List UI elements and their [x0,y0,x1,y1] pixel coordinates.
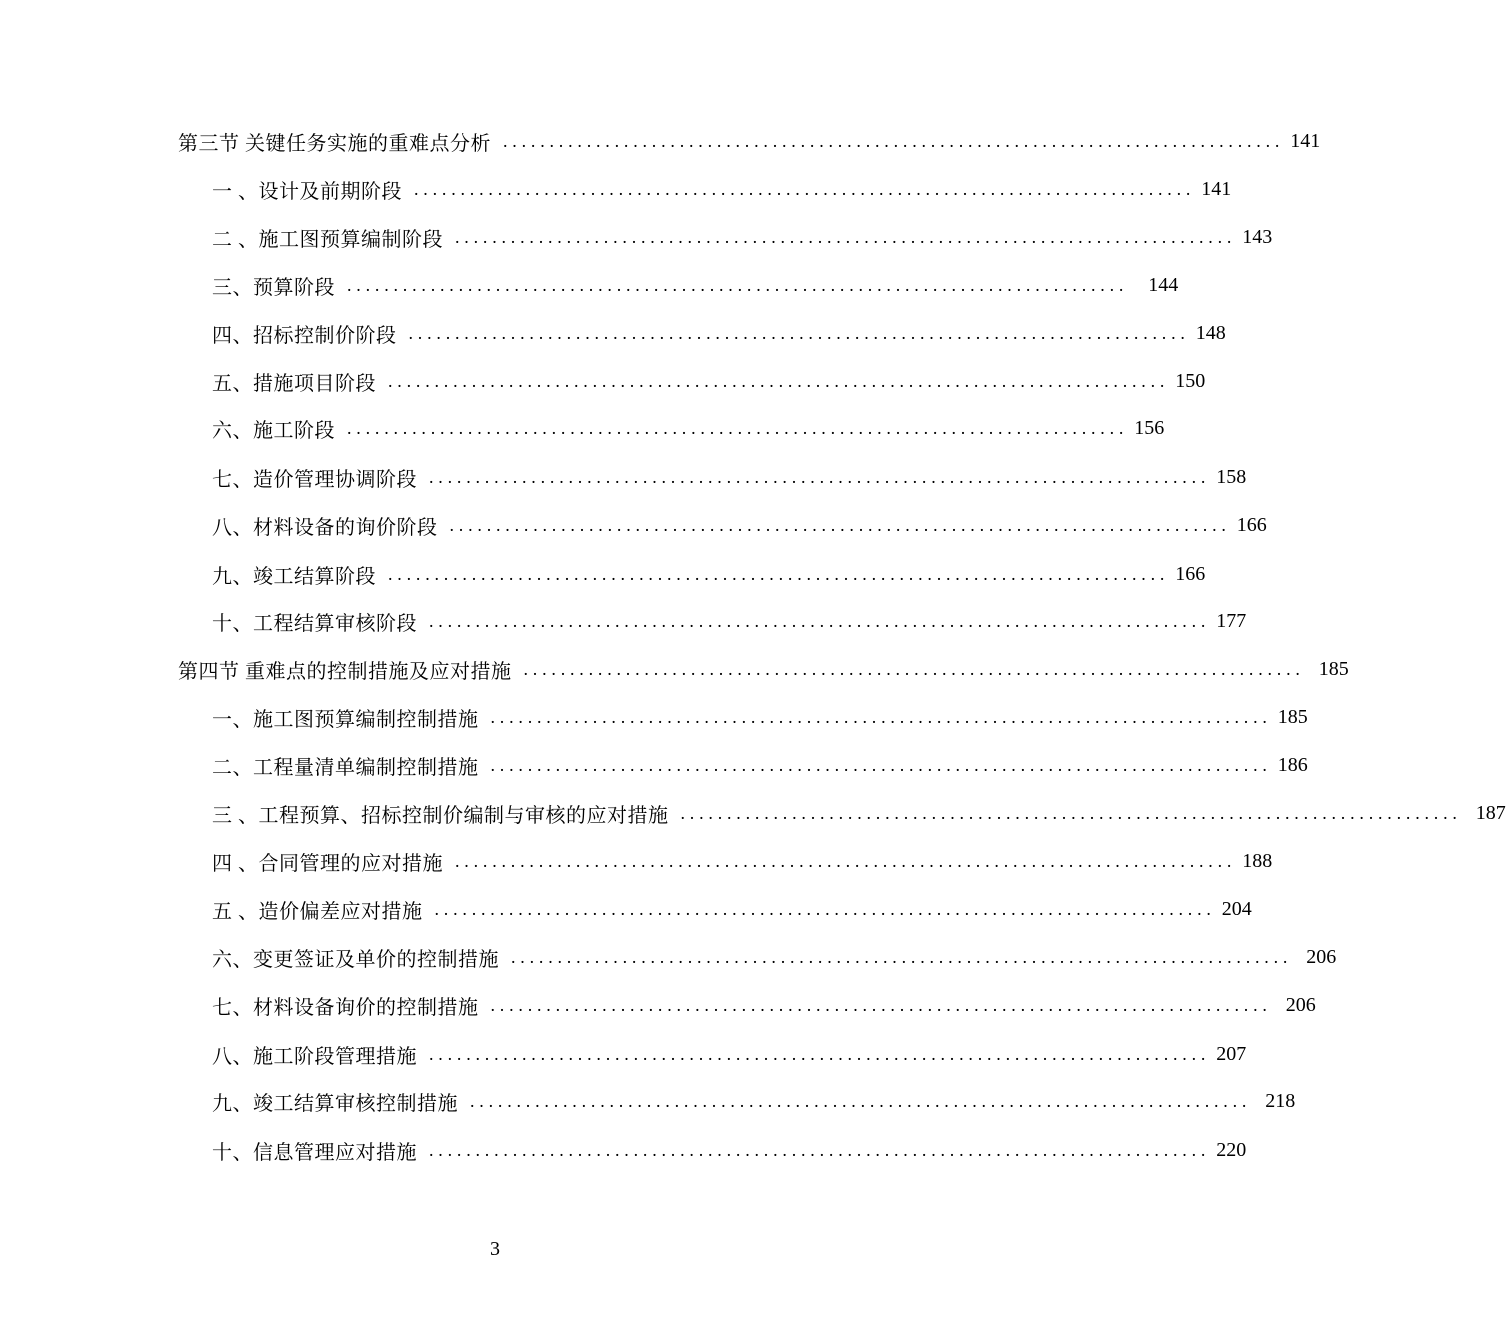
toc-entry-title: 六、变更签证及单价的控制措施 [212,948,499,971]
toc-leader-dots: .................................................................................... [347,418,1129,438]
toc-entry[interactable] [0,606,1247,636]
toc-leader-dots: .................................................................................... [388,564,1170,584]
toc-entry-page: 143 [1242,225,1273,248]
toc-entry-page: 141 [1290,129,1321,152]
toc-entry[interactable] [0,318,1226,348]
toc-entry-title: 二 、施工图预算编制阶段 [212,228,443,251]
toc-entry-title: 三、预算阶段 [212,276,335,299]
toc-entry[interactable] [0,894,1252,924]
toc-leader-dots: .................................................................................... [490,755,1272,775]
toc-entry-page: 141 [1201,177,1232,200]
toc-entry-title: 第四节 重难点的控制措施及应对措施 [178,660,512,683]
toc-leader-dots: .................................................................................... [523,659,1305,679]
toc-entry-title: 六、施工阶段 [212,419,335,442]
toc-leader-dots: .................................................................................... [455,227,1237,247]
toc-entry[interactable] [0,798,1506,828]
toc-entry[interactable] [0,366,1206,396]
toc-leader-dots: .................................................................................... [470,1091,1252,1111]
toc-entry[interactable] [0,1135,1247,1165]
toc-entry-page: 148 [1195,321,1226,344]
toc-entry-page: 177 [1216,609,1247,632]
toc-leader-dots: .................................................................................... [429,467,1211,487]
toc-entry-page: 166 [1175,562,1206,585]
toc-leader-dots: .................................................................................... [490,707,1272,727]
toc-entry-title: 九、竣工结算阶段 [212,565,376,588]
toc-entry[interactable] [0,222,1273,252]
toc-entry[interactable] [0,942,1337,972]
toc-entry-title: 八、施工阶段管理措施 [212,1045,417,1068]
toc-entry[interactable] [0,1086,1296,1116]
toc-leader-dots: .................................................................................... [388,371,1170,391]
toc-entry-page: 188 [1242,849,1273,872]
toc-leader-dots: .................................................................................... [347,275,1129,295]
toc-entry-title: 四 、合同管理的应对措施 [212,852,443,875]
toc-entry-page: 187 [1475,801,1506,824]
toc-entry-title: 五、措施项目阶段 [212,372,376,395]
toc-entry[interactable] [0,846,1273,876]
toc-leader-dots: .................................................................................... [429,1140,1211,1160]
page-number: 3 [490,1238,500,1260]
toc-entry[interactable] [0,702,1308,732]
toc-leader-dots: .................................................................................... [414,179,1196,199]
toc-entry-title: 第三节 关键任务实施的重难点分析 [178,132,491,155]
toc-entry-page: 158 [1216,465,1247,488]
toc-entry-page: 150 [1175,369,1206,392]
toc-entry[interactable] [0,510,1267,540]
toc-entry-page: 186 [1277,753,1308,776]
toc-entry[interactable] [0,174,1232,204]
toc-entry-title: 三 、工程预算、招标控制价编制与审核的应对措施 [212,804,669,827]
toc-leader-dots: .................................................................................... [455,851,1237,871]
toc-entry[interactable] [0,413,1165,443]
toc-entry[interactable] [0,654,1349,684]
toc-entry[interactable] [0,750,1308,780]
toc-entry-page: 166 [1236,513,1267,536]
toc-leader-dots: .................................................................................... [434,899,1216,919]
toc-entry-title: 四、招标控制价阶段 [212,324,397,347]
toc-entry-title: 二、工程量清单编制控制措施 [212,756,479,779]
toc-entry-page: 156 [1134,416,1165,439]
toc-leader-dots: .................................................................................... [503,131,1285,151]
toc-entry-title: 一、施工图预算编制控制措施 [212,708,479,731]
toc-entry-title: 一 、设计及前期阶段 [212,180,402,203]
toc-entry-page: 218 [1265,1089,1296,1112]
toc-entry[interactable] [0,559,1206,589]
toc-leader-dots: .................................................................................... [680,803,1462,823]
toc-entry[interactable] [0,270,1179,300]
toc-entry-title: 八、材料设备的询价阶段 [212,516,438,539]
toc-entry-title: 九、竣工结算审核控制措施 [212,1092,458,1115]
toc-entry-page: 144 [1148,273,1179,296]
toc-entry[interactable] [0,462,1247,492]
toc-entry-page: 220 [1216,1138,1247,1161]
toc-entry-title: 五 、造价偏差应对措施 [212,900,423,923]
toc-entry-title: 十、工程结算审核阶段 [212,612,417,635]
toc-leader-dots: .................................................................................... [511,947,1293,967]
toc-entry[interactable] [0,126,1321,156]
toc-leader-dots: .................................................................................... [429,1044,1211,1064]
toc-entry-page: 206 [1306,945,1337,968]
toc-leader-dots: .................................................................................... [429,611,1211,631]
toc-entry-page: 185 [1277,705,1308,728]
toc-entry-title: 十、信息管理应对措施 [212,1141,417,1164]
toc-leader-dots: .................................................................................... [490,995,1272,1015]
toc-entry-title: 七、材料设备询价的控制措施 [212,996,479,1019]
toc-entry[interactable] [0,990,1316,1020]
toc-entry[interactable] [0,1039,1247,1069]
toc-leader-dots: .................................................................................... [449,515,1231,535]
toc-entry-page: 206 [1285,993,1316,1016]
toc-entry-page: 185 [1318,657,1349,680]
toc-entry-page: 207 [1216,1042,1247,1065]
toc-entry-title: 七、造价管理协调阶段 [212,468,417,491]
toc-entry-page: 204 [1221,897,1252,920]
toc-leader-dots: .................................................................................... [408,323,1190,343]
